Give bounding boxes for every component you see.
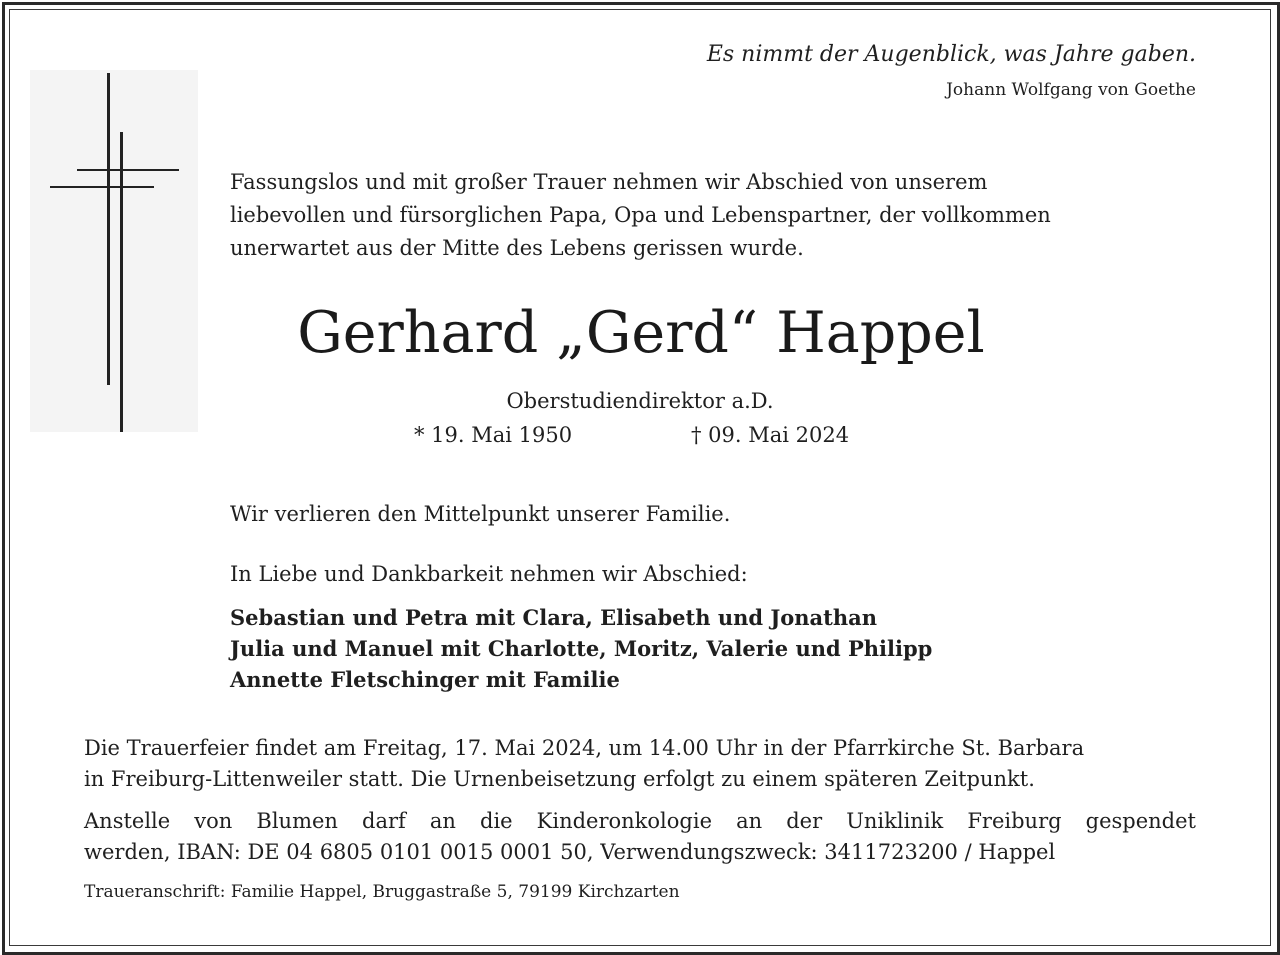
intro-line: liebevollen und fürsorglichen Papa, Opa und Lebenspartner, der vollkommen <box>230 203 1051 227</box>
family-list <box>230 602 932 695</box>
deceased-name <box>0 300 1280 366</box>
family-line: Annette Fletschinger mit Familie <box>230 667 620 692</box>
deceased-title: Oberstudiendirektor a.D. <box>506 389 774 413</box>
cross-icon <box>30 70 198 432</box>
mourning-address: Traueranschrift: Familie Happel, Bruggastraße 5, 79199 Kirchzarten <box>84 882 680 902</box>
quote-author: Johann Wolfgang von Goethe <box>946 80 1196 100</box>
farewell-statement: In Liebe und Dankbarkeit nehmen wir Abschied: <box>230 562 748 586</box>
quote-text: Es nimmt der Augenblick, was Jahre gaben. <box>706 42 1196 67</box>
intro-line: unerwartet aus der Mitte des Lebens gerissen wurde. <box>230 236 804 260</box>
service-line: Die Trauerfeier findet am Freitag, 17. Mai 2024, um 14.00 Uhr in der Pfarrkirche St. Barbara <box>84 736 1085 760</box>
birth-date: * 19. Mai 1950 <box>414 423 573 447</box>
service-info <box>84 733 1196 795</box>
loss-statement: Wir verlieren den Mittelpunkt unserer Familie. <box>230 502 731 526</box>
intro-line: Fassungslos und mit großer Trauer nehmen wir Abschied von unserem <box>230 170 988 194</box>
intro-text <box>230 166 1190 265</box>
family-line: Julia und Manuel mit Charlotte, Moritz, Valerie und Philipp <box>230 636 933 661</box>
deceased-name-text: Gerhard „Gerd“ Happel <box>297 300 985 366</box>
donation-info <box>84 806 1196 868</box>
family-line: Sebastian und Petra mit Clara, Elisabeth und Jonathan <box>230 605 878 630</box>
service-line: in Freiburg-Littenweiler statt. Die Urnenbeisetzung erfolgt zu einem späteren Zeitpunkt. <box>84 767 1035 791</box>
donation-line: werden, IBAN: DE 04 6805 0101 0015 0001 50, Verwendungszweck: 3411723200 / Happel <box>84 840 1056 864</box>
donation-line: Anstelle von Blumen darf an die Kinderonkologie an der Uniklinik Freiburg gespendet <box>84 809 1196 833</box>
death-date: † 09. Mai 2024 <box>691 423 850 447</box>
